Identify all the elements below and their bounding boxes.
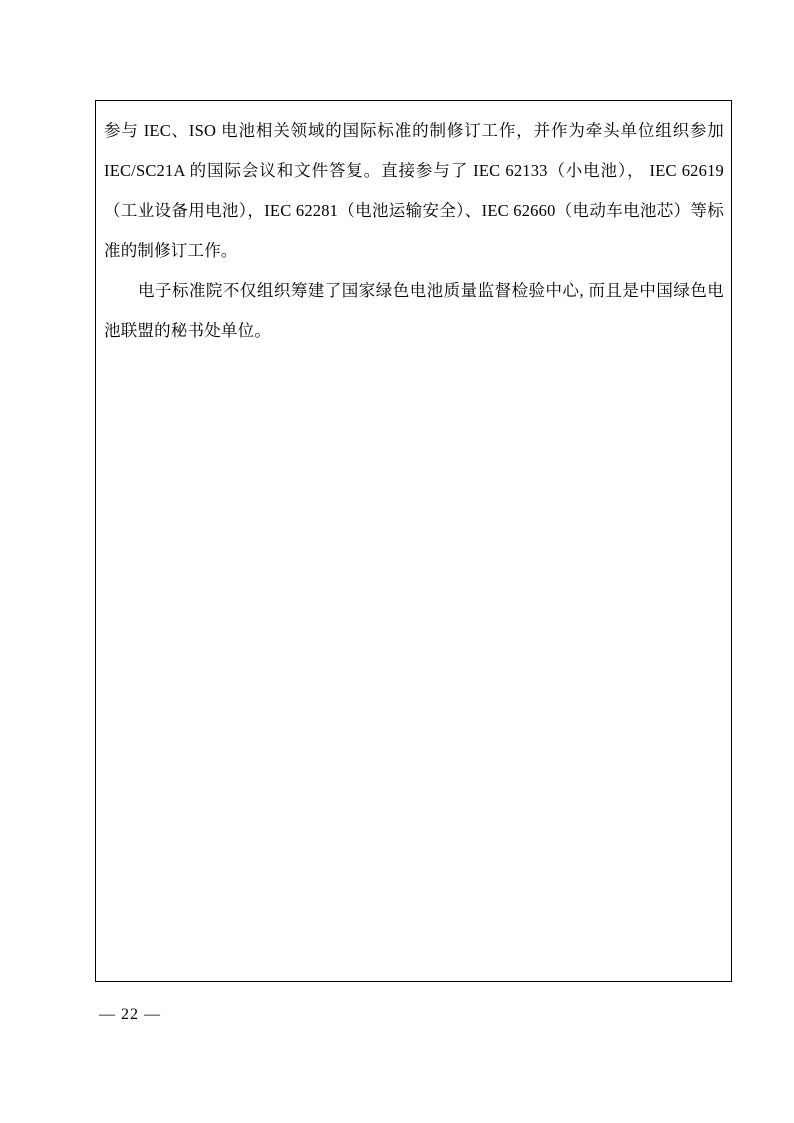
page-number-label: — 22 —	[99, 1006, 161, 1023]
page-footer	[95, 1006, 732, 1024]
paragraph-2: 电子标准院不仅组织筹建了国家绿色电池质量监督检验中心, 而且是中国绿色电池联盟的秘书处单位。	[104, 281, 724, 340]
content-frame	[95, 100, 732, 982]
document-text-body	[104, 111, 724, 351]
paragraph-1: 参与 IEC、ISO 电池相关领域的国际标准的制修订工作，并作为牵头单位组织参加 IEC/SC21A 的国际会议和文件答复。直接参与了 IEC 62133（小电池）， IEC 62619（工业设备用电池），IEC 62281（电池运输安全）、IEC 62660（电动车电池芯）等标准的制修订工作。	[104, 121, 724, 260]
